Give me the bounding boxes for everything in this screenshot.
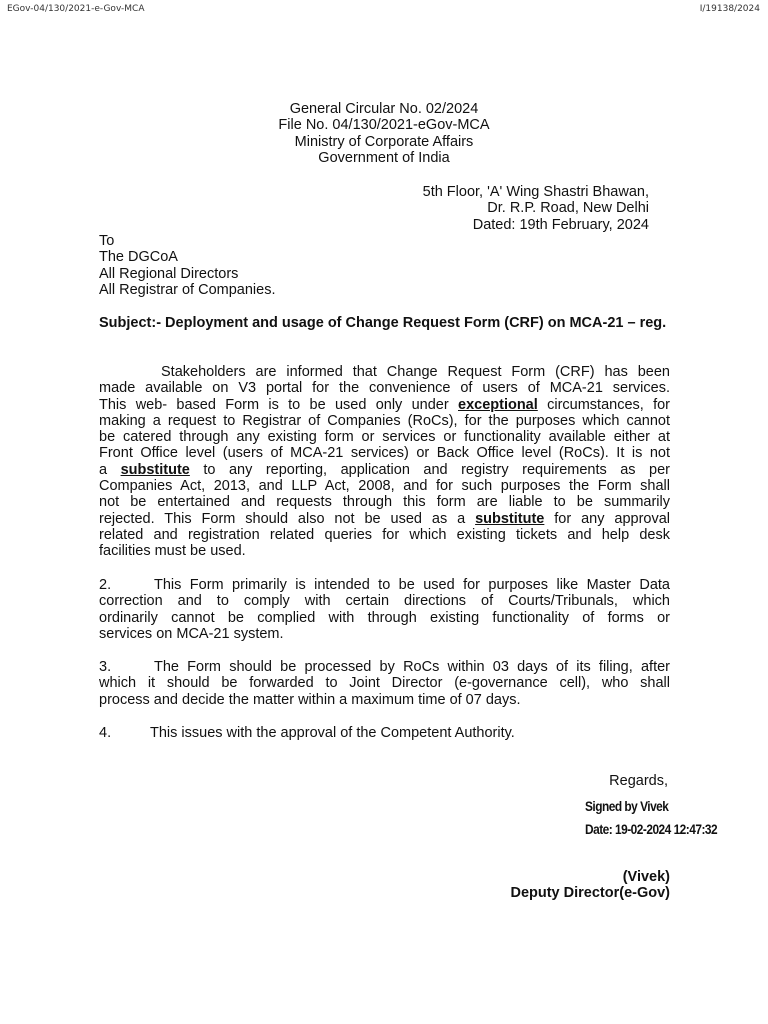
- para1-line: be catered through any existing form or services or functionality available either at: [99, 429, 670, 446]
- address-line-1: 5th Floor, 'A' Wing Shastri Bhawan,: [422, 184, 649, 200]
- digital-signature-name: Signed by Vivek: [585, 798, 669, 814]
- subject-line: Subject:- Deployment and usage of Change Request Form (CRF) on MCA-21 – reg.: [99, 315, 667, 331]
- para1-line: related and registration related queries for which existing tickets and help desk: [99, 526, 670, 543]
- recipients-block: [99, 233, 276, 298]
- para1-line: for any approval: [554, 510, 670, 527]
- para1-line: Companies Act, 2013, and LLP Act, 2008, and for such purposes the Form shall: [99, 478, 670, 495]
- government-name: Government of India: [318, 149, 450, 166]
- para2-line: correction and to comply with certain directions of Courts/Tribunals, which: [99, 593, 670, 610]
- para3-line: which it should be forwarded to Joint Director (e-governance cell), who shall: [99, 675, 670, 692]
- para2-line: ordinarily cannot be complied with through existing functionality of forms or: [99, 609, 670, 626]
- file-reference-stamp: EGov-04/130/2021-e-Gov-MCA: [7, 4, 145, 14]
- signatory-name: (Vivek): [622, 869, 670, 885]
- recipient-regional-directors: All Regional Directors: [99, 265, 239, 282]
- para1-line: circumstances, for: [547, 396, 671, 413]
- signatory-block: [510, 869, 670, 902]
- para1-line: rejected. This Form should also not be used as a: [99, 510, 466, 527]
- para1-line: facilities must be used.: [99, 543, 246, 560]
- emphasis-substitute: substitute: [475, 510, 545, 527]
- para2-line: This Form primarily is intended to be used for purposes like Master Data: [154, 577, 670, 593]
- para1-line: This web- based Form is to be used only under: [99, 396, 449, 413]
- digital-signature-date: Date: 19-02-2024 12:47:32: [585, 821, 718, 837]
- para1-line: Front Office level (users of MCA-21 services) or Back Office level (RoCs). It is not: [99, 445, 670, 462]
- to-label: To: [99, 233, 115, 249]
- circular-number: General Circular No. 02/2024: [289, 101, 479, 117]
- paragraph-4: [99, 725, 670, 741]
- file-number: File No. 04/130/2021-eGov-MCA: [278, 117, 490, 134]
- para1-line: to any reporting, application and registry requirements as per: [203, 461, 671, 478]
- date-line: Dated: 19th February, 2024: [472, 216, 649, 233]
- para1-line: not be entertained and requests through this form are liable to be summarily: [99, 494, 670, 511]
- para1-line: making a request to Registrar of Companies (RoCs), for the purposes which cannot: [99, 412, 670, 429]
- recipient-dgcoa: The DGCoA: [99, 249, 178, 266]
- office-address: [423, 184, 649, 233]
- paragraph-3: [99, 659, 670, 708]
- recipient-registrars: All Registrar of Companies.: [99, 281, 276, 298]
- regards-text: Regards,: [609, 773, 668, 789]
- para4-number: 4.: [99, 725, 112, 741]
- emphasis-substitute: substitute: [120, 461, 190, 478]
- para3-line: The Form should be processed by RoCs within 03 days of its filing, after: [154, 659, 670, 675]
- para1-line: made available on V3 portal for the convenience of users of MCA-21 services.: [99, 380, 670, 397]
- para1-line: a: [99, 461, 108, 478]
- paragraph-2: [99, 577, 670, 642]
- ministry-name: Ministry of Corporate Affairs: [294, 133, 474, 150]
- para3-line: process and decide the matter within a maximum time of 07 days.: [99, 691, 521, 708]
- signatory-designation: Deputy Director(e-Gov): [510, 885, 670, 902]
- paragraph-1: [99, 364, 670, 560]
- para2-line: services on MCA-21 system.: [99, 625, 284, 642]
- circular-heading: [0, 101, 768, 166]
- emphasis-exceptional: exceptional: [458, 396, 538, 413]
- receipt-number-stamp: I/19138/2024: [699, 4, 760, 14]
- para4-text: This issues with the approval of the Competent Authority.: [150, 725, 515, 741]
- para2-number: 2.: [99, 577, 112, 593]
- para3-number: 3.: [99, 659, 112, 675]
- address-line-2: Dr. R.P. Road, New Delhi: [487, 200, 649, 217]
- para1-line: Stakeholders are informed that Change Request Form (CRF) has been: [161, 364, 670, 380]
